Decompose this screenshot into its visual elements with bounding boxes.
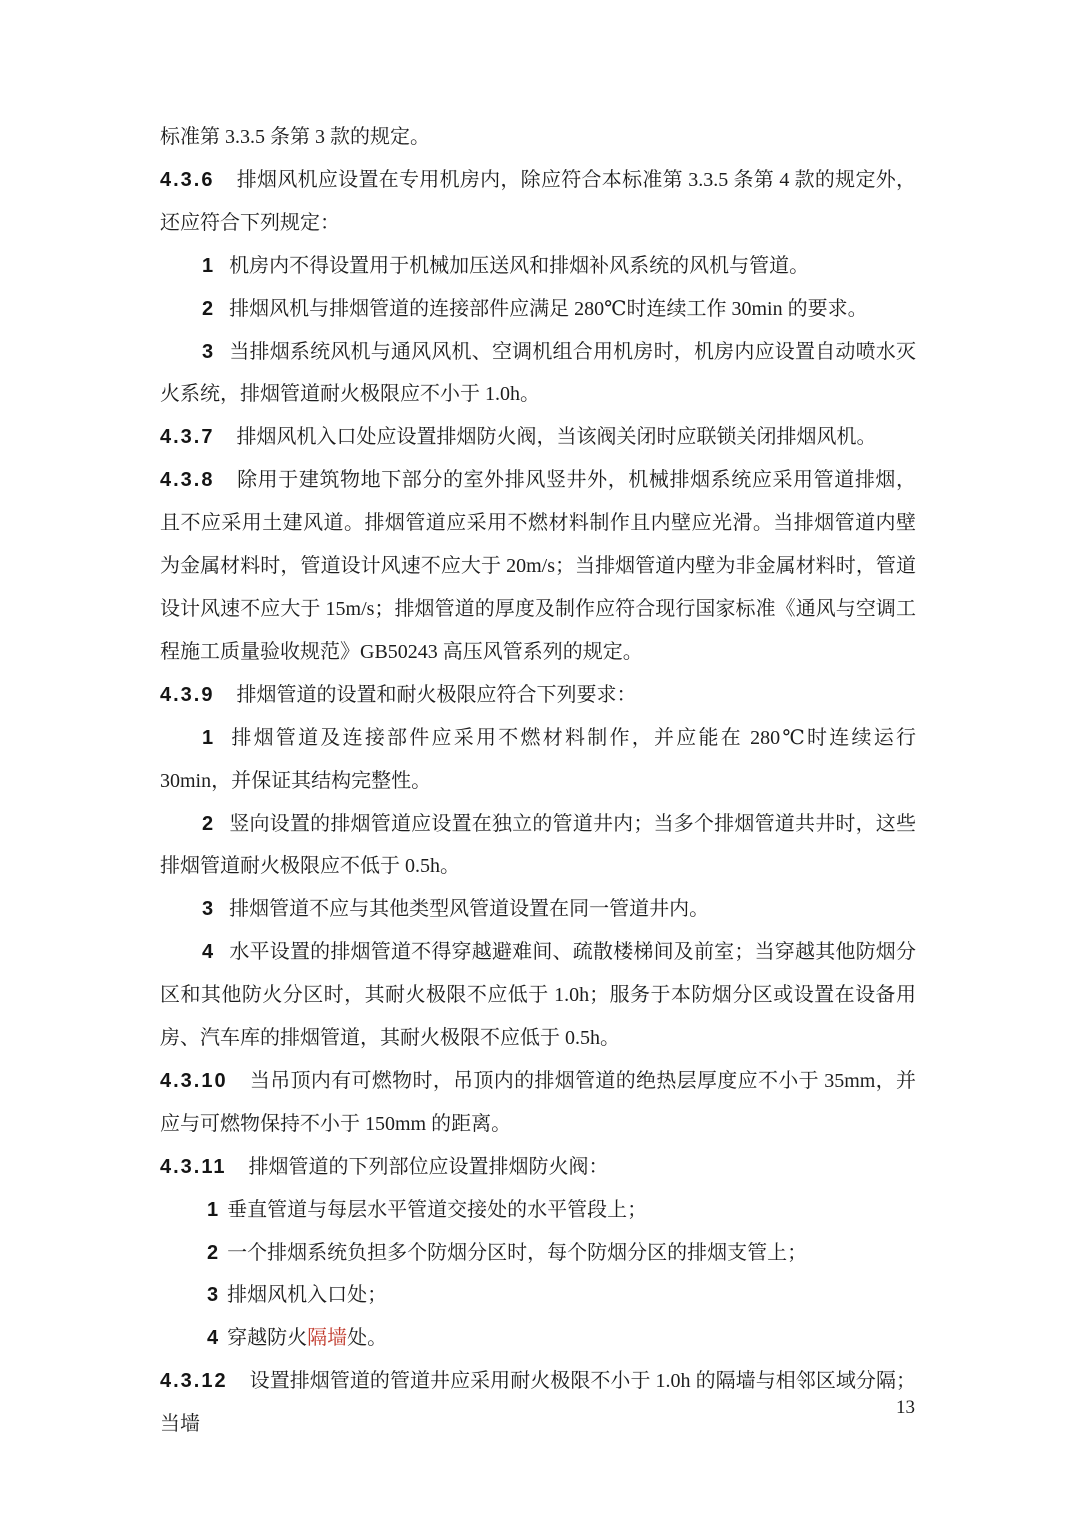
section-paragraph-4.3.12 (160, 1360, 916, 1446)
text-run: 处。 (347, 1327, 388, 1350)
list-item-4 (160, 1317, 916, 1360)
text-run: 穿越防火 (227, 1327, 308, 1350)
list-item-1 (160, 717, 916, 803)
item-number: 3 (207, 1284, 219, 1307)
section-number: 4.3.10 (160, 1069, 228, 1092)
paragraph (160, 116, 916, 159)
text-run: 标准第 3.3.5 条第 3 款的规定。 (160, 126, 430, 148)
section-paragraph-4.3.10 (160, 1060, 916, 1146)
list-item-2 (160, 803, 916, 889)
list-item-2 (160, 1232, 916, 1275)
text-run: 排烟风机入口处； (227, 1284, 388, 1307)
section-number: 4.3.9 (160, 683, 215, 706)
list-item-2 (160, 288, 916, 331)
item-number: 2 (207, 1241, 219, 1264)
text-run: 除用于建筑物地下部分的室外排风竖井外，机械排烟系统应采用管道排烟，且不应采用土建风道。排烟管道应采用不燃材料制作且内壁应光滑。当排烟管道内壁为金属材料时，管道设计风速不应大于 20m/s；当排烟管道内壁为非金属材料时，管道设计风速不应大于 15m/s；排烟管道的厚度及制作应符合现行国家标准《通风与空调工程施工质量验收规范》GB50243 高压风管系列的规定。 (160, 469, 916, 663)
section-paragraph-4.3.8 (160, 459, 916, 674)
list-item-1 (160, 1189, 916, 1232)
text-run: 排烟风机与排烟管道的连接部件应满足 280℃时连续工作 30min 的要求。 (229, 297, 868, 320)
item-number: 4 (202, 941, 214, 964)
list-item-3 (160, 331, 916, 417)
document-body (160, 116, 916, 1446)
item-number: 1 (202, 726, 214, 749)
text-run: 排烟管道及连接部件应采用不燃材料制作，并应能在 280℃时连续运行 30min，并保证其结构完整性。 (160, 726, 916, 792)
text-run: 竖向设置的排烟管道应设置在独立的管道井内；当多个排烟管道共井时，这些排烟管道耐火极限应不低于 0.5h。 (160, 812, 916, 878)
item-number: 2 (202, 812, 214, 835)
text-run: 当吊顶内有可燃物时，吊顶内的排烟管道的绝热层厚度应不小于 35mm，并应与可燃物保持不小于 150mm 的距离。 (160, 1069, 916, 1135)
item-number: 2 (202, 297, 214, 320)
text-run: 排烟风机入口处应设置排烟防火阀，当该阀关闭时应联锁关闭排烟风机。 (236, 426, 877, 449)
section-number: 4.3.8 (160, 469, 215, 492)
section-paragraph-4.3.6 (160, 159, 916, 245)
section-number: 4.3.7 (160, 426, 215, 449)
item-number: 3 (202, 898, 214, 921)
text-run: 水平设置的排烟管道不得穿越避难间、疏散楼梯间及前室；当穿越其他防烟分区和其他防火分区时，其耐火极限不应低于 1.0h；服务于本防烟分区或设置在设备用房、汽车库的排烟管道，其耐火极限不应低于 0.5h。 (160, 941, 916, 1050)
page-number: 13 (896, 1397, 915, 1418)
text-run: 排烟风机应设置在专用机房内，除应符合本标准第 3.3.5 条第 4 款的规定外，还应符合下列规定： (160, 168, 916, 234)
section-number: 4.3.6 (160, 168, 215, 191)
text-run: 排烟管道的设置和耐火极限应符合下列要求： (236, 683, 637, 706)
item-number: 4 (207, 1327, 219, 1350)
section-paragraph-4.3.11 (160, 1146, 916, 1189)
list-item-3 (160, 1274, 916, 1317)
text-run: 机房内不得设置用于机械加压送风和排烟补风系统的风机与管道。 (229, 254, 810, 277)
item-number: 1 (202, 254, 214, 277)
section-number: 4.3.11 (160, 1155, 227, 1178)
section-paragraph-4.3.7 (160, 416, 916, 459)
list-item-1 (160, 245, 916, 288)
list-item-3 (160, 888, 916, 931)
text-run: 一个排烟系统负担多个防烟分区时，每个防烟分区的排烟支管上； (227, 1241, 808, 1264)
section-paragraph-4.3.9 (160, 674, 916, 717)
item-number: 1 (207, 1198, 219, 1221)
text-run: 排烟管道不应与其他类型风管道设置在同一管道井内。 (229, 898, 710, 921)
text-run: 设置排烟管道的管道井应采用耐火极限不小于 1.0h 的隔墙与相邻区域分隔；当墙 (160, 1370, 916, 1436)
highlighted-text-run: 隔墙 (307, 1327, 348, 1350)
item-number: 3 (202, 340, 214, 363)
text-run: 排烟管道的下列部位应设置排烟防火阀： (248, 1155, 609, 1178)
section-number: 4.3.12 (160, 1370, 228, 1393)
list-item-4 (160, 931, 916, 1060)
text-run: 当排烟系统风机与通风风机、空调机组合用机房时，机房内应设置自动喷水灭火系统，排烟管道耐火极限应不小于 1.0h。 (160, 340, 916, 406)
text-run: 垂直管道与每层水平管道交接处的水平管段上； (227, 1198, 648, 1221)
